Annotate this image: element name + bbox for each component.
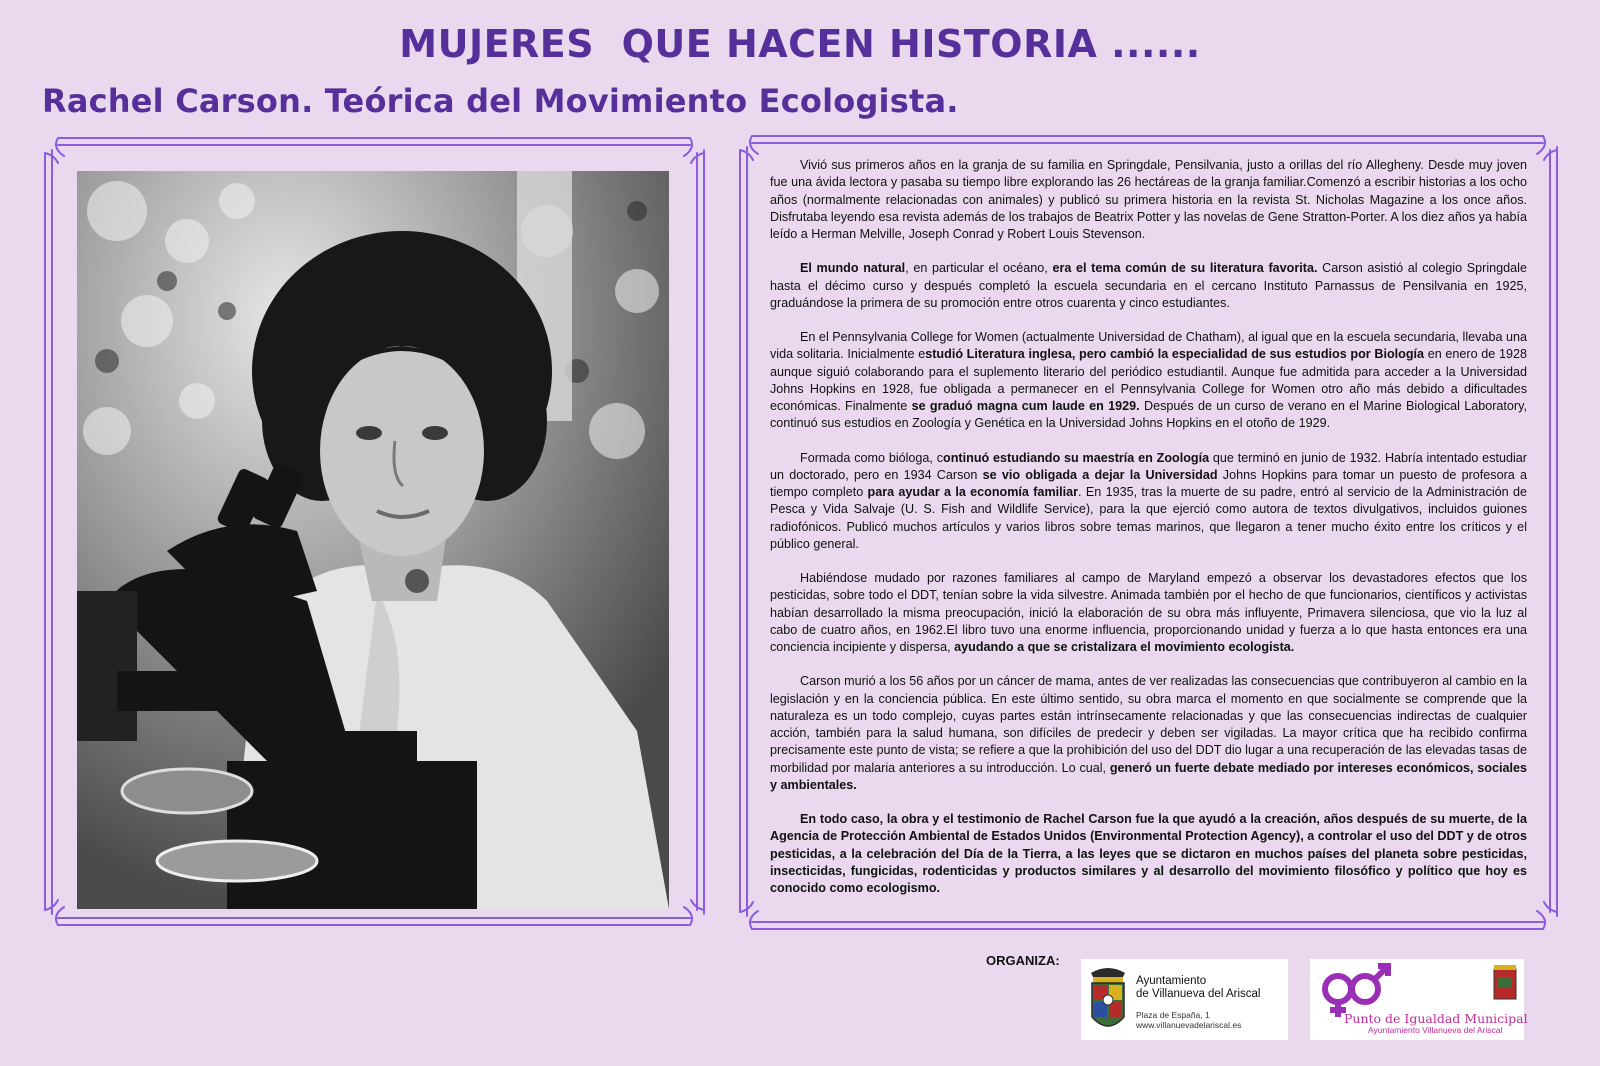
portrait-photo	[77, 171, 669, 909]
paragraph-1	[770, 157, 1527, 243]
bold-text-segment: generó un fuerte debate mediado por intereses económicos, sociales y ambientales.	[770, 760, 1527, 792]
logo2-name: Punto de Igualdad Municipal	[1344, 1011, 1528, 1026]
organiza-label: ORGANIZA:	[986, 953, 1060, 968]
text-segment: Formada como bióloga, c	[800, 450, 944, 465]
bold-text-segment: En todo caso, la obra y el testimonio de Rachel Carson fue la que ayudó a la creación, años después de su muerte, de la Agencia de Protección Ambiental de Estados Unidos (Environmental Protection Agency), a controlar el uso del DDT y de otros pesticidas, a la celebración del Día de la Tierra, a las leyes que se dictaron en muchos países del planeta sobre pesticidas, insecticidas, fungicidas, rodenticidas y productos similares y al desarrollo del movimiento filosófico y político que hoy es conocido como ecologismo.	[770, 812, 1527, 895]
bold-text-segment: se vio obligada a dejar la Universidad	[982, 467, 1218, 482]
bold-text-segment: ontinuó estudiando su maestría en Zoología	[943, 450, 1210, 465]
paragraph-3	[770, 329, 1527, 433]
logo1-web: www.villanuevadelariscal.es	[1136, 1020, 1242, 1030]
gender-symbols-icon	[1310, 959, 1524, 1019]
bold-text-segment: para ayudar a la economía familiar	[867, 485, 1079, 499]
text-segment: Carson murió a los 56 años por un cáncer de mama, antes de ver realizadas las consecuencias que contribuyeron al cambio en la legislación y en la conciencia pública. En este último sentido, su obra marca el momento en que socialmente se comprende que la naturaleza es un todo complejo, cuyas partes están intrínsecamente relacionadas y que las consecuencias indirectas de cualquier acción, también para la salud humana, son difíciles de predecir y deben ser vigiladas. La mayor crítica que ha recibido confirma precisamente este punto de vista; se refiere a que la prohibición del uso del DDT dio lugar a una recuperación de las elevadas tasas de morbilidad por malaria anteriores a su introducción. Lo cual,	[770, 674, 1527, 775]
ayuntamiento-logo	[1081, 959, 1288, 1040]
text-segment: Habiéndose mudado por razones familiares al campo de Maryland empezó a observar los devastadores efectos que los pesticidas, sobre todo el DDT, tenían sobre la vida silvestre. Animada también por el hecho de que funcionarios, científicos y activistas habían desarrollado la misma preocupación, inició la elaboración de su obra más influyente, Primavera silenciosa, que vio la luz al cabo de cuatro años, en 1962.El libro tuvo una enorme influencia, proporcionando unidad y fuerza a lo que hasta entonces era una conciencia incipiente y dispersa,	[770, 571, 1527, 654]
paragraph-7	[770, 811, 1527, 897]
coat-of-arms-icon	[1083, 959, 1133, 1040]
text-segment: , en particular el océano,	[905, 261, 1053, 276]
biography-text	[770, 157, 1527, 914]
paragraph-6	[770, 673, 1527, 794]
paragraph-4	[770, 450, 1527, 554]
text-segment: En el Pennsylvania College for Women (actualmente Universidad de Chatham), al igual que en la escuela secundaria, llevaba una vida solitaria. Inicialmente e	[770, 330, 1527, 362]
text-segment: . En 1935, tras la muerte de su padre, entró al servicio de la Administración de Pesca y Vida Salvaje (U. S. Fish and Wildlife Service), para la que ejerció como autora de textos divulgativos, incluidos guiones radiofónicos. Publicó muchos artículos y varios libros sobre temas marinos, que llegaron a tener mucho éxito entre los críticos y el público general.	[770, 485, 1527, 551]
bold-text-segment: studió Literatura inglesa, pero cambió la especialidad de sus estudios por Biología	[925, 347, 1425, 362]
text-segment: Después de un curso de verano en el Marine Biological Laboratory, continuó sus estudios en Zoología y Genética en la Universidad Johns Hopkins en el otoño de 1929.	[770, 399, 1527, 431]
bold-text-segment: El mundo natural	[800, 261, 906, 276]
logo2-subtitle: Ayuntamiento Villanueva del Ariscal	[1368, 1025, 1503, 1035]
text-segment: Vivió sus primeros años en la granja de su familia en Springdale, Pensilvania, justo a orillas del río Allegheny. Desde muy joven fue una ávida lectora y pasaba su tiempo libre explorando las 26 hectáreas de la granja familiar.Comenzó a escribir historias a los ocho años (normalmente relacionadas con animales) y publicó su primera historia en la revista St. Nicholas Magazine a los once años. Disfrutaba leyendo esa revista además de los trabajos de Beatrix Potter y las novelas de Gene Stratton-Porter. A los diez años ya había leído a Herman Melville, Joseph Conrad y Robert Louis Stevenson.	[770, 158, 1527, 241]
paragraph-5	[770, 570, 1527, 656]
logo1-address: Plaza de España, 1	[1136, 1010, 1210, 1020]
text-segment: que terminó en junio de 1932. Habría intentado estudiar un doctorado, pero en 1934 Carson	[770, 450, 1527, 482]
bold-text-segment: ayudando a que se cristalizara el movimiento ecologista.	[954, 640, 1295, 654]
bold-text-segment: se graduó magna cum laude en 1929.	[911, 399, 1140, 413]
punto-igualdad-logo	[1310, 959, 1528, 1040]
bold-text-segment: era el tema común de su literatura favorita.	[1052, 261, 1318, 276]
logo1-name-line1: Ayuntamiento	[1136, 975, 1207, 987]
text-segment: en enero de 1928 aunque siguió colaborando para el suplemento literario del periódico estudiantil. Aunque fue admitida para acceder a la Universidad Johns Hopkins en 1928, fue obligada a permanecer en el Pennsylvania College for Women otro año más debido a dificultades económicas. Finalmente	[770, 347, 1527, 413]
paragraph-2	[770, 260, 1527, 312]
logo1-name-line2: de Villanueva del Ariscal	[1136, 988, 1261, 1000]
page-title: MUJERES QUE HACEN HISTORIA ......	[399, 22, 1201, 66]
page-subtitle: Rachel Carson. Teórica del Movimiento Ecologista.	[42, 82, 959, 120]
text-segment: Carson asistió al colegio Springdale hasta el décimo curso y después completó la escuela secundaria en el cercano Instituto Parnassus de Pensilvania en 1925, graduándose la primera de su promoción entre otros cuarenta y cinco estudiantes.	[770, 261, 1527, 310]
text-segment: Johns Hopkins para tomar un puesto de profesora a tiempo completo	[770, 467, 1528, 499]
